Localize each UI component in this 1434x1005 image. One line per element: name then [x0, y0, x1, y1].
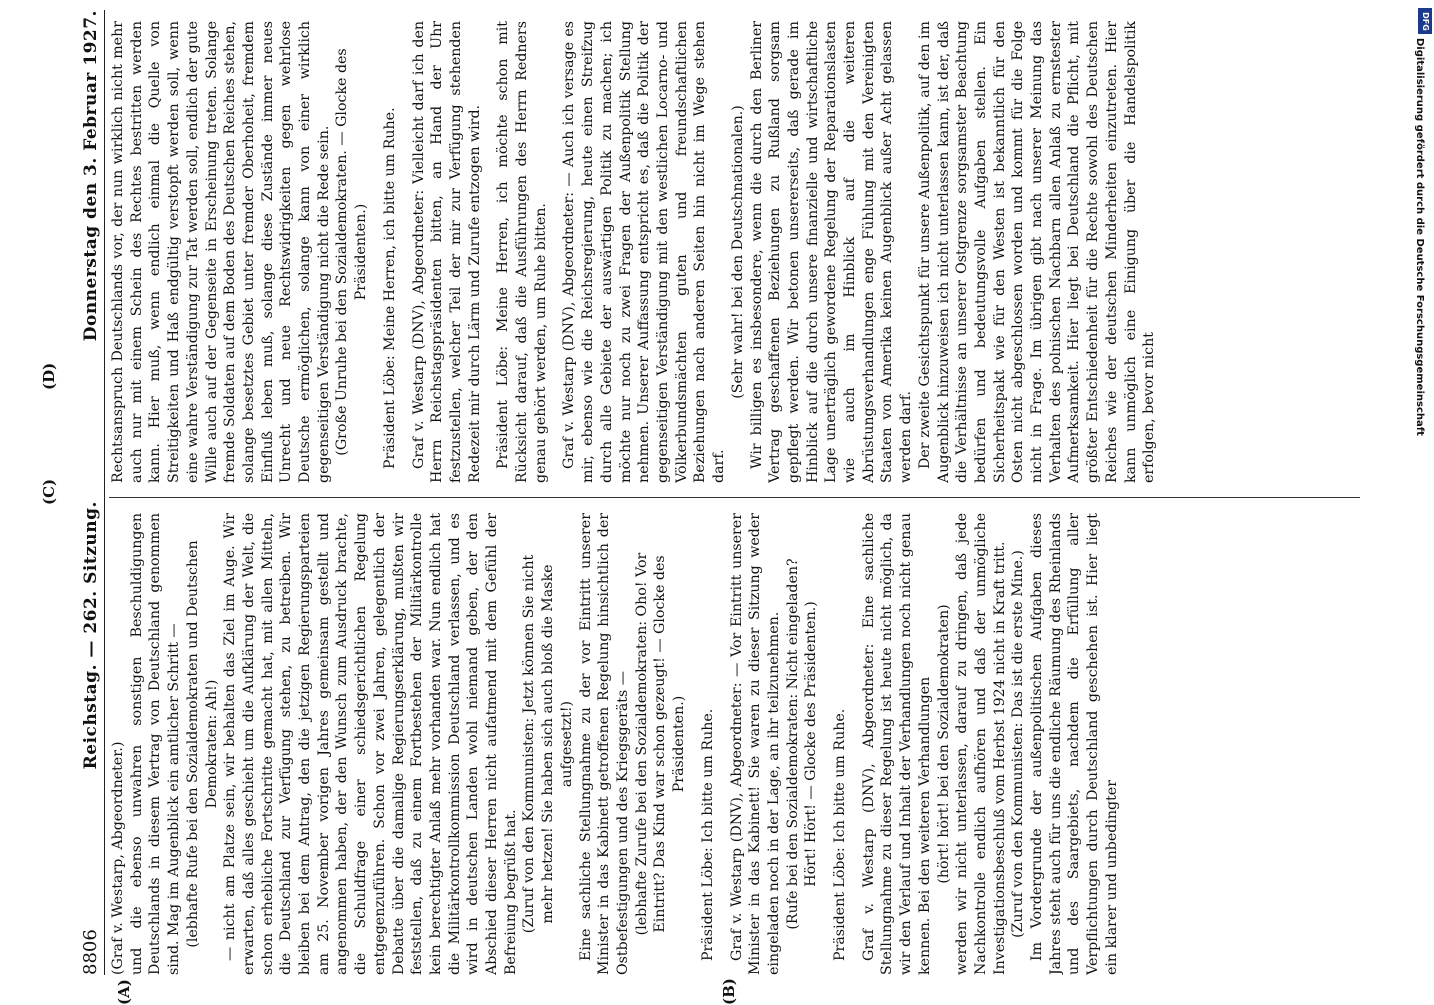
rotated-page [40, 10, 1360, 1005]
speaker-note: (Graf v. Westarp, Abgeordneter.) [110, 741, 126, 975]
paragraph: Rechtsanspruch Deutschlands vor, der nun wirklich nicht mehr auch nur mit einem Schein des Rechtes bestritten werden kann. Hier muß, wenn endlich einmal die Quelle von Streitigkeiten und Haß endgültig verstopft werden soll, wenn eine wahre Verständigung zur Tat werden soll, endlich der gute Wille auch auf der Gegenseite in Erscheinung treten. Solange fremde Soldaten auf dem Boden des Deutschen Reiches stehen, solange besetztes Gebiet unter fremder Oberhoheit, fremdem Einfluß leben muß, solange diese Zustände immer neues Unrecht und neue Rechtswidrigkeiten gegen wehrlose Deutsche ermöglichen, solange kann von einer wirklich gegenseitigen Verständigung nicht die Rede sein. [110, 21, 332, 483]
paragraph: Graf v. Westarp (DNV), Abgeordneter: — Vor Eintritt unserer Minister in das Kabinett! Sie waren zu dieser Sitzung weder eingeladen noch in der Lage, an ihr teilzunehmen. [728, 513, 782, 975]
session-title: Reichstag. — 262. Sitzung. [81, 501, 101, 770]
margin-marker-c: (C) [40, 478, 58, 505]
page-header [75, 10, 105, 975]
column-divider [109, 497, 1360, 498]
president-remark: Präsident Löbe: Meine Herren, ich bitte um Ruhe. [381, 107, 398, 469]
interjection: (Zuruf von den Kommunisten: Jetzt können Sie nicht mehr hetzen! Sie haben sich auch bloß die Maske aufgesetzt!) [521, 554, 575, 934]
interjection: (lebhafte Zurufe bei den Sozialdemokraten: Oho! Vor Eintritt? Das Kind war schon gezeugt! — Glocke des Präsidenten.) [633, 552, 688, 936]
paragraph: Wir billigen es insbesondere, wenn die durch den Berliner Vertrag geschaffenen Beziehungen zu Rußland sorgsam gepflegt werden. Wir betonen unsererseits, daß gerade im Hinblick auf die durch unsere finanzielle und wirtschaftliche Lage unerträglich gewordene Regelung der Reparationslasten wie auch im Hinblick auf die weiteren Abrüstungsverhandlungen enge Fühlung mit den Vereinigten Staaten von Amerika keinen Augenblick außer Acht gelassen werden darf. [748, 21, 915, 483]
paragraph: — nicht am Platze sein, wir behalten das Ziel im Auge. Wir erwarten, daß alles geschieht um die Aufklärung der Welt, die schon erhebliche Fortschritte gemacht hat, mit allen Mitteln, die Deutschland zur Verfügung stehen, zu betreiben. Wir bleiben bei dem Antrag, den die jetzigen Regierungsparteien am 25. November vorigen Jahres gemeinsam gestellt und angenommen haben, der den Wunsch zum Ausdruck brachte, die Schuldfrage einer schiedsgerichtlichen Regelung entgegenzuführen. Schon vor zwei Jahren, gelegentlich der Debatte über die damalige Regierungserklärung, mußten wir feststellen, daß zu einem Fortbestehen der Militärkontrolle kein berechtigter Anlaß mehr vorhanden war. Nun endlich hat die Militärkontrollkommission Deutschland verlassen, und es wird in deutschen Landen wohl niemand geben, der den Abschied dieser Herren nicht aufatmend mit dem Gefühl der Befreiung begrüßt hat. [222, 513, 519, 975]
president-remark: Präsident Löbe: Ich bitte um Ruhe. [699, 708, 716, 961]
right-column [109, 21, 1360, 483]
session-date: Donnerstag den 3. Februar 1927. [81, 10, 101, 342]
funding-note: Digitalisierung gefördert durch die Deutsche Forschungsgemeinschaft [1414, 38, 1425, 436]
paragraph: werden wir nicht unterlassen, darauf zu dringen, daß jede Nachkontrolle endlich aufhören und daß der unmögliche Investigationsbeschluß vom Herbst 1924 nicht in Kraft tritt. [954, 513, 1008, 975]
margin-marker-b: (B) [720, 978, 738, 1005]
dfg-logo: DFG [1418, 8, 1432, 34]
digitization-sidebar [1414, 6, 1432, 990]
paragraph: und die ebenso unwahren sonstigen Beschuldigungen Deutschlands in diesem Vertrag von Deutschland genommen sind. Mag im Augenblick ein amtlicher Schritt — [128, 513, 183, 975]
margin-marker-d: (D) [40, 362, 58, 390]
paragraph: Im Vordergrunde der außenpolitischen Aufgaben dieses Jahres steht auch für uns die endliche Räumung des Rheinlands und des Saargebiets, nachdem die Erfüllung aller Verpflichtungen durch Deutschland geschehen ist. Hier liegt ein klarer und unbedingter [1029, 513, 1120, 975]
interjection: (lebhafte Rufe bei den Sozialdemokraten und Deutschen Demokraten: Ah!) [184, 540, 220, 948]
interjection: (Rufe bei den Sozialdemokraten: Nicht eingeladen? Hört! Hört! — Glocke des Präsidenten.) [784, 558, 820, 930]
interjection: (Große Unruhe bei den Sozialdemokraten. — Glocke des Präsidenten.) [334, 48, 370, 456]
paragraph: Graf v. Westarp (DNV), Abgeordneter: — Auch ich versage es mir, ebenso wie die Reichsregierung, heute einen Streifzug durch alle Gebiete der auswärtigen Politik zu machen; ich möchte nur noch zu zwei Fragen der Außenpolitik Stellung nehmen. Unserer Auffassung entspricht es, daß die Politik der gegenseitigen Verständigung mit den westlichen Locarno- und Völkerbundsmächten guten und freundschaftlichen Beziehungen nach anderen Seiten hin nicht im Wege stehen darf. [561, 21, 728, 483]
interjection: (hört! hört! bei den Sozialdemokraten) [935, 604, 952, 884]
interjection: (Zuruf von den Kommunisten: Das ist die erste Mine.) [1010, 550, 1027, 938]
left-column [109, 513, 1360, 975]
paragraph: Graf v. Westarp (DNV), Abgeordneter: Eine sachliche Stellungnahme zu dieser Regelung ist heute nicht möglich, da wir den Verlauf und Inhalt der Verhandlungen noch nicht genau kennen. Bei den weiteren Verhandlungen [860, 513, 933, 975]
paragraph: Graf v. Westarp (DNV), Abgeordneter: Vielleicht darf ich den Herrn Reichstagspräsidenten bitten, an Hand der Uhr festzustellen, welcher Teil der mir zur Verfügung stehenden Redezeit mir durch Lärm und Zurufe entzogen wird. [410, 21, 483, 483]
president-remark: Präsident Löbe: Meine Herren, ich möchte schon mit Rücksicht darauf, daß die Ausführungen des Herrn Redners genau gehört werden, um Ruhe bitten. [495, 21, 549, 483]
paragraph: Eine sachliche Stellungnahme zu der vor Eintritt unserer Minister in das Kabinett getroffenen Regelung hinsichtlich der Ostbefestigungen und des Kriegsgeräts — [577, 513, 631, 975]
paragraph: Der zweite Gesichtspunkt für unsere Außenpolitik, auf den im Augenblick hinzuweisen ich nicht unterlassen kann, ist der, daß die Verhältnisse an unserer Ostgrenze sorgsamster Beachtung bedürfen und bedeutungsvolle Aufgaben stellen. Ein Sicherheitspakt wie für den Westen ist bekanntlich für den Osten nicht abgeschlossen worden und kommt für die Folge nicht in Frage. Im übrigen gibt nach unserer Meinung das Verhalten des polnischen Nachbarn allen Anlaß zu ernstester Aufmerksamkeit. Hier liegt bei Deutschland die Pflicht, mit größter Entschiedenheit für die Rechte sowohl des Deutschen Reiches wie der deutschen Minderheiten einzutreten. Hier kann unmöglich eine Einigung über die Handelspolitik erfolgen, bevor nicht [916, 21, 1158, 483]
interjection: (Sehr wahr! bei den Deutschnationalen.) [729, 105, 746, 399]
page-number: 8806 [80, 929, 101, 975]
margin-marker-a: (A) [115, 979, 133, 1005]
president-remark: Präsident Löbe: Ich bitte um Ruhe. [832, 708, 849, 961]
